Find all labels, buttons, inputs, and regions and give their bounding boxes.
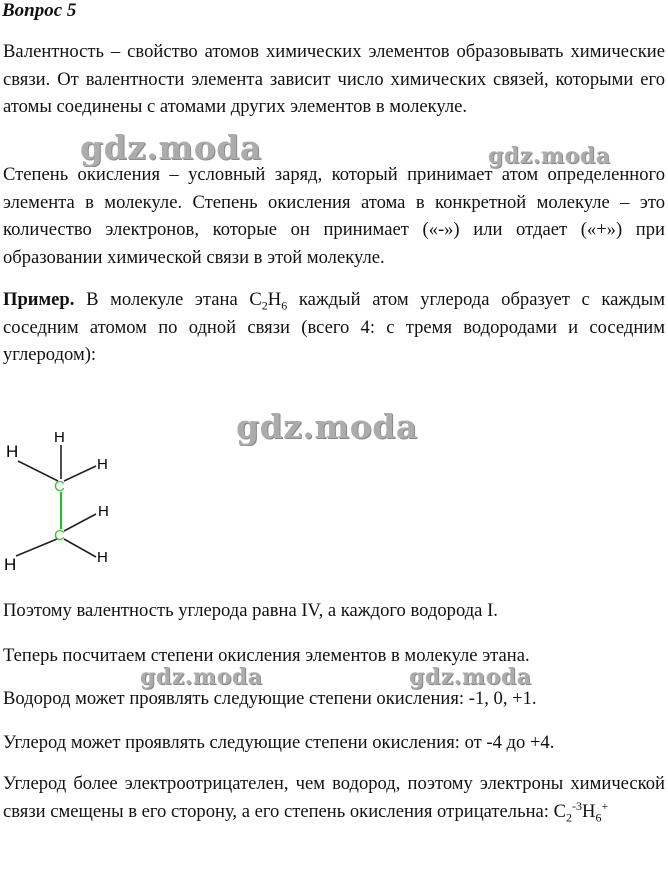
atom-c-lower: C [54, 527, 65, 544]
ethane-structure-diagram [0, 418, 130, 583]
atom-h-right-top: H [97, 456, 108, 473]
atom-h-top: H [54, 429, 65, 446]
example-paragraph [3, 286, 665, 369]
oxidation-count-intro: Теперь посчитаем степени окисления элементов в молекуле этана. [3, 645, 530, 666]
bond-c2-h-lower-right [64, 539, 96, 557]
watermark-1: gdz.moda [80, 128, 262, 167]
valency-definition: Валентность – свойство атомов химических элементов образовывать химические связи. От валентности элемента зависит число химических связей, которыми его атомы соединены с атомами других элементов в молекуле. [3, 41, 665, 117]
bond-c1-h-right [64, 466, 96, 481]
hydrogen-oxidation-states: Водород может проявлять следующие степени окисления: -1, 0, +1. [3, 688, 537, 709]
conclusion-h-superscript: + [601, 798, 609, 813]
example-label: Пример. [3, 289, 75, 310]
atom-h-right-bottom: H [97, 549, 108, 566]
conclusion-text: Углерод более электроотрицателен, чем водород, поэтому электроны химической связи смещены в его сторону, а его степень окисления отрицательна: C [3, 773, 665, 822]
example-text-post: каждый атом углерода образует с каждым соседним атомом по одной связи (всего 4: с тремя водородами и соседним углеродом): [3, 289, 665, 365]
atom-h-right-mid: H [98, 503, 109, 520]
example-text-pre: В молекуле этана C [74, 289, 262, 310]
conclusion-h-subscript: 6 [595, 810, 602, 825]
bond-c2-h-left [16, 539, 57, 556]
example-h: H [267, 289, 282, 310]
atom-h-left-top: H [6, 442, 19, 461]
atom-h-left-bottom: H [4, 555, 17, 574]
example-c-subscript: 2 [261, 298, 268, 313]
question-title: Вопрос 5 [2, 0, 77, 21]
conclusion-h: H [582, 800, 596, 822]
carbon-oxidation-states: Углерод может проявлять следующие степени окисления: от -4 до +4. [3, 732, 555, 753]
valency-result: Поэтому валентность углерода равна IV, а каждого водорода I. [3, 600, 498, 621]
bond-c1-h-left [18, 461, 58, 481]
example-h-subscript: 6 [281, 298, 288, 313]
watermark-3: gdz.moda [236, 407, 418, 446]
conclusion-c-superscript: -3 [572, 798, 582, 813]
watermark-5: gdz.moda [409, 664, 532, 690]
conclusion-paragraph [3, 770, 665, 825]
oxidation-definition: Степень окисления – условный заряд, который принимает атом определенного элемента в молекуле. Степень окисления атома в конкретной молекуле – это количество электронов, которые он принимает («-») или отдает («+») при образовании химической связи в этой молекуле. [3, 164, 665, 268]
atom-c-upper: C [54, 478, 65, 495]
conclusion-c-subscript: 2 [566, 810, 572, 825]
watermark-2: gdz.moda [488, 143, 611, 169]
bond-c2-h-upper-right [64, 514, 96, 531]
watermark-4: gdz.moda [140, 664, 263, 690]
